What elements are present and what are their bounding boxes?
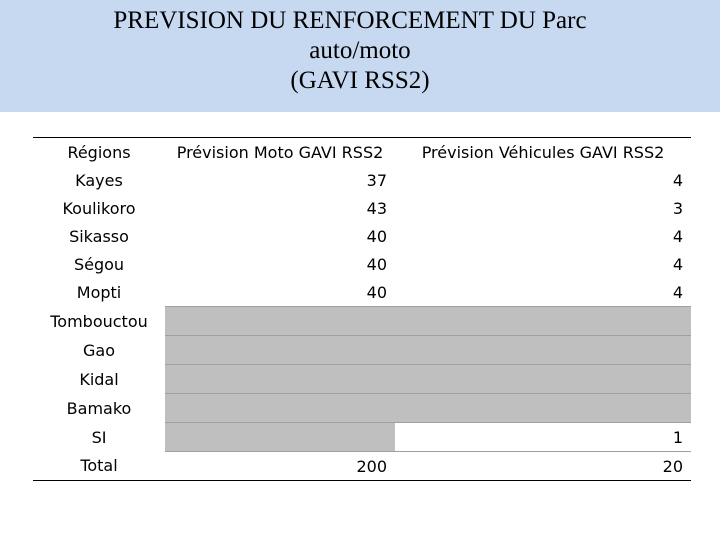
page-title <box>20 6 700 96</box>
forecast-table <box>33 137 691 481</box>
table-row <box>33 365 691 394</box>
moto-cell-shaded <box>165 394 395 423</box>
region-cell: Sikasso <box>69 226 129 246</box>
table-row <box>33 250 691 278</box>
moto-cell: 43 <box>366 198 387 218</box>
table-row <box>33 423 691 452</box>
vehicules-cell-shaded <box>395 336 691 365</box>
header-region: Régions <box>33 138 165 167</box>
title-line-3: (GAVI RSS2) <box>290 67 430 94</box>
header-vehicules: Prévision Véhicules GAVI RSS2 <box>395 138 691 167</box>
table-row <box>33 166 691 194</box>
table-row-total <box>33 452 691 481</box>
vehicules-cell-shaded <box>395 365 691 394</box>
moto-cell-shaded <box>165 423 395 452</box>
moto-cell-shaded <box>165 307 395 336</box>
region-cell-total: Total <box>33 452 165 481</box>
region-cell: Kidal <box>79 369 119 389</box>
table-row <box>33 336 691 365</box>
vehicules-cell-shaded <box>395 307 691 336</box>
moto-cell-shaded <box>165 336 395 365</box>
moto-cell: 37 <box>366 170 387 190</box>
vehicules-cell-shaded <box>395 394 691 423</box>
vehicules-cell: 4 <box>672 282 683 302</box>
moto-cell-total: 200 <box>165 452 395 481</box>
vehicules-cell: 3 <box>672 198 683 218</box>
region-cell: Ségou <box>73 254 125 274</box>
region-cell: SI <box>91 427 107 447</box>
region-cell: Koulikoro <box>62 198 136 218</box>
vehicules-cell: 4 <box>672 226 683 246</box>
vehicules-cell: 4 <box>672 170 683 190</box>
region-cell: Gao <box>83 340 115 360</box>
table-row <box>33 278 691 307</box>
table-row <box>33 194 691 222</box>
moto-cell: 40 <box>366 226 387 246</box>
region-cell: Bamako <box>66 398 132 418</box>
moto-cell: 40 <box>366 254 387 274</box>
vehicules-cell-total: 20 <box>395 452 691 481</box>
title-line-1: PREVISION DU RENFORCEMENT DU Parc <box>113 7 587 34</box>
table-header-row <box>33 138 691 167</box>
table-row <box>33 307 691 336</box>
header-moto: Prévision Moto GAVI RSS2 <box>165 138 395 167</box>
region-cell: Tombouctou <box>50 311 148 331</box>
vehicules-cell: 4 <box>672 254 683 274</box>
vehicules-cell: 1 <box>395 423 691 452</box>
title-line-2: auto/moto <box>309 37 411 64</box>
table-row <box>33 394 691 423</box>
region-cell: Kayes <box>75 170 123 190</box>
region-cell: Mopti <box>76 282 122 302</box>
moto-cell-shaded <box>165 365 395 394</box>
moto-cell: 40 <box>366 282 387 302</box>
table-row <box>33 222 691 250</box>
